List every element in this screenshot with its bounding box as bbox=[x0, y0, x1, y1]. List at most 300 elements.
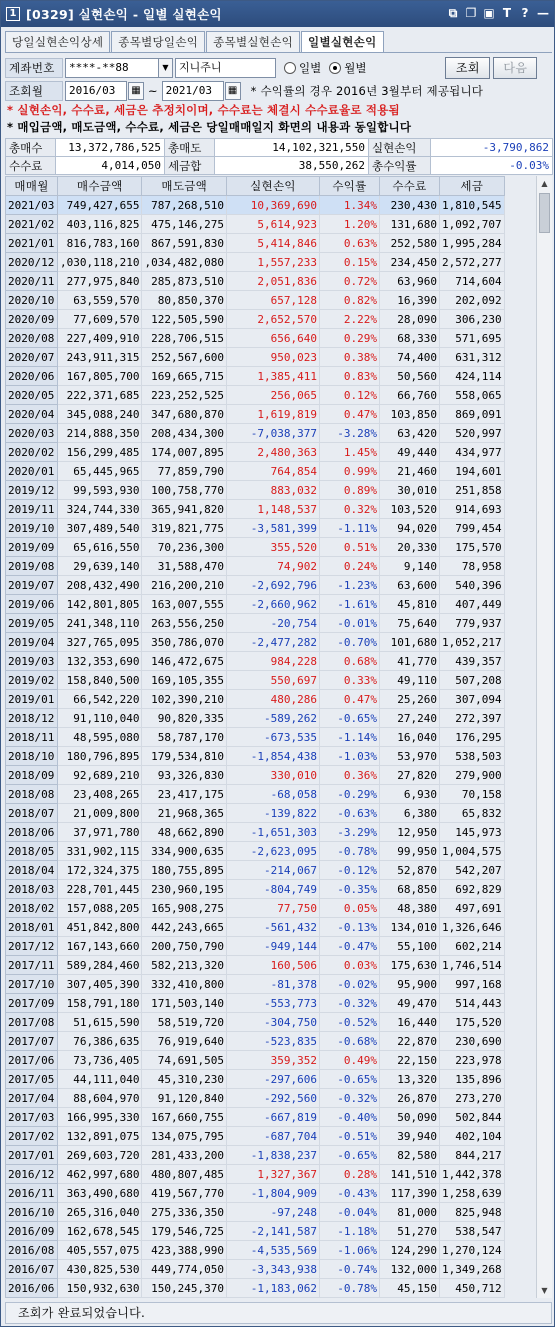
cell-fee: 21,460 bbox=[379, 462, 439, 481]
cell-return-rate: 0.83% bbox=[319, 367, 379, 386]
cell-return-rate: -0.65% bbox=[319, 1070, 379, 1089]
cell-realized-pnl: -20,754 bbox=[226, 614, 319, 633]
table-row[interactable] bbox=[6, 633, 505, 652]
cell-fee: 103,520 bbox=[379, 500, 439, 519]
cell-sell-amount: 122,505,590 bbox=[142, 310, 226, 329]
cell-realized-pnl: 1,385,411 bbox=[226, 367, 319, 386]
cell-return-rate: 2.22% bbox=[319, 310, 379, 329]
cell-realized-pnl: -523,835 bbox=[226, 1032, 319, 1051]
cell-tax: 175,570 bbox=[439, 538, 504, 557]
cell-fee: 22,870 bbox=[379, 1032, 439, 1051]
cell-month: 2017/04 bbox=[6, 1089, 58, 1108]
cell-buy-amount: 132,891,075 bbox=[58, 1127, 142, 1146]
cell-return-rate: -0.47% bbox=[319, 937, 379, 956]
table-row[interactable] bbox=[6, 671, 505, 690]
cell-sell-amount: 223,252,525 bbox=[142, 386, 226, 405]
cell-fee: 101,680 bbox=[379, 633, 439, 652]
cell-sell-amount: 58,519,720 bbox=[142, 1013, 226, 1032]
restore-icon[interactable]: ⧉ bbox=[448, 6, 458, 20]
cell-tax: 1,326,646 bbox=[439, 918, 504, 937]
cell-return-rate: 0.33% bbox=[319, 671, 379, 690]
cell-realized-pnl: 256,065 bbox=[226, 386, 319, 405]
table-row[interactable] bbox=[6, 956, 505, 975]
table-row[interactable] bbox=[6, 880, 505, 899]
table-row[interactable] bbox=[6, 1108, 505, 1127]
table-row[interactable] bbox=[6, 785, 505, 804]
radio-daily[interactable] bbox=[284, 60, 321, 76]
cell-fee: 99,950 bbox=[379, 842, 439, 861]
cell-month: 2016/08 bbox=[6, 1241, 58, 1260]
table-row[interactable] bbox=[6, 253, 505, 272]
table-row[interactable] bbox=[6, 937, 505, 956]
table-row[interactable] bbox=[6, 538, 505, 557]
tab-3[interactable]: 일별실현손익 bbox=[301, 31, 383, 53]
table-row[interactable] bbox=[6, 424, 505, 443]
table-row[interactable] bbox=[6, 842, 505, 861]
cell-return-rate: 0.89% bbox=[319, 481, 379, 500]
cell-buy-amount: 99,593,930 bbox=[58, 481, 142, 500]
period-separator: ~ bbox=[148, 84, 158, 98]
cell-tax: 176,295 bbox=[439, 728, 504, 747]
table-row[interactable] bbox=[6, 1165, 505, 1184]
cell-month: 2019/09 bbox=[6, 538, 58, 557]
cell-return-rate: 0.63% bbox=[319, 234, 379, 253]
table-row[interactable] bbox=[6, 272, 505, 291]
cell-return-rate: 0.99% bbox=[319, 462, 379, 481]
cell-sell-amount: 230,960,195 bbox=[142, 880, 226, 899]
cell-tax: 272,397 bbox=[439, 709, 504, 728]
table-row[interactable] bbox=[6, 1013, 505, 1032]
cell-realized-pnl: 5,414,846 bbox=[226, 234, 319, 253]
cell-tax: 540,396 bbox=[439, 576, 504, 595]
table-row[interactable] bbox=[6, 557, 505, 576]
cell-month: 2021/03 bbox=[6, 196, 58, 215]
period-to-field[interactable]: 2021/03 bbox=[162, 81, 224, 101]
cell-tax: 1,004,575 bbox=[439, 842, 504, 861]
cell-fee: 117,390 bbox=[379, 1184, 439, 1203]
cell-month: 2016/11 bbox=[6, 1184, 58, 1203]
cell-tax: 307,094 bbox=[439, 690, 504, 709]
cell-realized-pnl: -2,660,962 bbox=[226, 595, 319, 614]
table-row[interactable] bbox=[6, 804, 505, 823]
cell-realized-pnl: 550,697 bbox=[226, 671, 319, 690]
cell-tax: 145,973 bbox=[439, 823, 504, 842]
table-row[interactable] bbox=[6, 747, 505, 766]
col-header-fee[interactable]: 수수료 bbox=[379, 177, 439, 196]
cell-realized-pnl: 355,520 bbox=[226, 538, 319, 557]
cell-month: 2019/02 bbox=[6, 671, 58, 690]
cell-realized-pnl: 2,652,570 bbox=[226, 310, 319, 329]
cell-buy-amount: 172,324,375 bbox=[58, 861, 142, 880]
table-row[interactable] bbox=[6, 291, 505, 310]
cell-sell-amount: 281,433,200 bbox=[142, 1146, 226, 1165]
query-button[interactable]: 조회 bbox=[445, 57, 490, 79]
cell-month: 2017/06 bbox=[6, 1051, 58, 1070]
table-row[interactable] bbox=[6, 1260, 505, 1279]
cell-return-rate: -0.51% bbox=[319, 1127, 379, 1146]
tab-1[interactable]: 종목별당일손익 bbox=[111, 31, 205, 53]
table-row[interactable] bbox=[6, 196, 505, 215]
cell-tax: 538,547 bbox=[439, 1222, 504, 1241]
cell-realized-pnl: -292,560 bbox=[226, 1089, 319, 1108]
cell-month: 2020/12 bbox=[6, 253, 58, 272]
col-header-sell-amount[interactable]: 매도금액 bbox=[142, 177, 226, 196]
cell-sell-amount: ,034,482,080 bbox=[142, 253, 226, 272]
cell-sell-amount: 442,243,665 bbox=[142, 918, 226, 937]
cell-tax: 439,357 bbox=[439, 652, 504, 671]
table-row[interactable] bbox=[6, 709, 505, 728]
cell-tax: 538,503 bbox=[439, 747, 504, 766]
cell-month: 2017/03 bbox=[6, 1108, 58, 1127]
cell-buy-amount: 157,088,205 bbox=[58, 899, 142, 918]
radio-daily-icon[interactable] bbox=[284, 62, 296, 74]
cell-realized-pnl: -68,058 bbox=[226, 785, 319, 804]
cell-realized-pnl: 656,640 bbox=[226, 329, 319, 348]
table-row[interactable] bbox=[6, 899, 505, 918]
next-button[interactable]: 다음 bbox=[493, 57, 537, 79]
tab-bar bbox=[5, 31, 385, 53]
total-sell-label: 총매도 bbox=[165, 139, 215, 157]
cell-buy-amount: 208,432,490 bbox=[58, 576, 142, 595]
minimize-icon[interactable]: — bbox=[537, 6, 549, 20]
cell-return-rate: -0.52% bbox=[319, 1013, 379, 1032]
scroll-up-icon[interactable]: ▲ bbox=[541, 179, 548, 188]
cell-realized-pnl: -97,248 bbox=[226, 1203, 319, 1222]
table-row[interactable] bbox=[6, 1089, 505, 1108]
table-row[interactable] bbox=[6, 386, 505, 405]
table-row[interactable] bbox=[6, 234, 505, 253]
radio-monthly-label: 월별 bbox=[344, 61, 367, 75]
cell-tax: 1,092,707 bbox=[439, 215, 504, 234]
cell-month: 2017/12 bbox=[6, 937, 58, 956]
cell-return-rate: -0.32% bbox=[319, 994, 379, 1013]
col-header-buy-amount[interactable]: 매수금액 bbox=[58, 177, 142, 196]
cell-return-rate: -0.78% bbox=[319, 842, 379, 861]
col-header-return-rate[interactable]: 수익률 bbox=[319, 177, 379, 196]
help-icon[interactable]: ? bbox=[521, 6, 529, 20]
cell-sell-amount: 58,787,170 bbox=[142, 728, 226, 747]
total-buy-value: 13,372,786,525 bbox=[56, 139, 165, 157]
cell-tax: 497,691 bbox=[439, 899, 504, 918]
total-buy-label: 총매수 bbox=[6, 139, 56, 157]
cell-month: 2018/12 bbox=[6, 709, 58, 728]
cell-fee: 63,960 bbox=[379, 272, 439, 291]
cell-tax: 779,937 bbox=[439, 614, 504, 633]
scroll-down-icon[interactable]: ▼ bbox=[541, 1286, 548, 1295]
cell-buy-amount: 66,542,220 bbox=[58, 690, 142, 709]
cell-fee: 45,150 bbox=[379, 1279, 439, 1298]
cell-buy-amount: 92,689,210 bbox=[58, 766, 142, 785]
cell-buy-amount: ,030,118,210 bbox=[58, 253, 142, 272]
table-row[interactable] bbox=[6, 462, 505, 481]
cell-month: 2020/05 bbox=[6, 386, 58, 405]
cell-tax: 251,858 bbox=[439, 481, 504, 500]
table-row[interactable] bbox=[6, 348, 505, 367]
cell-buy-amount: 132,353,690 bbox=[58, 652, 142, 671]
cell-buy-amount: 327,765,095 bbox=[58, 633, 142, 652]
table-row[interactable] bbox=[6, 500, 505, 519]
cell-fee: 45,810 bbox=[379, 595, 439, 614]
cell-sell-amount: 350,786,070 bbox=[142, 633, 226, 652]
period-label: 조회월 bbox=[5, 81, 63, 101]
cell-buy-amount: 76,386,635 bbox=[58, 1032, 142, 1051]
cell-buy-amount: 241,348,110 bbox=[58, 614, 142, 633]
cell-return-rate: -1.61% bbox=[319, 595, 379, 614]
table-row[interactable] bbox=[6, 918, 505, 937]
period-from-field[interactable]: 2016/03 bbox=[65, 81, 127, 101]
cell-fee: 230,430 bbox=[379, 196, 439, 215]
table-row[interactable] bbox=[6, 215, 505, 234]
table-row[interactable] bbox=[6, 367, 505, 386]
cell-buy-amount: 21,009,800 bbox=[58, 804, 142, 823]
tax-value: 38,550,262 bbox=[215, 157, 369, 175]
cell-buy-amount: 166,995,330 bbox=[58, 1108, 142, 1127]
table-row[interactable] bbox=[6, 310, 505, 329]
cell-sell-amount: 228,706,515 bbox=[142, 329, 226, 348]
cell-sell-amount: 449,774,050 bbox=[142, 1260, 226, 1279]
table-row[interactable] bbox=[6, 1127, 505, 1146]
cell-fee: 28,090 bbox=[379, 310, 439, 329]
cell-return-rate: -1.03% bbox=[319, 747, 379, 766]
cell-buy-amount: 91,110,040 bbox=[58, 709, 142, 728]
cell-month: 2020/04 bbox=[6, 405, 58, 424]
cell-sell-amount: 163,007,555 bbox=[142, 595, 226, 614]
cell-return-rate: 0.12% bbox=[319, 386, 379, 405]
calendar-icon[interactable]: ▦ bbox=[128, 82, 144, 100]
cell-realized-pnl: 480,286 bbox=[226, 690, 319, 709]
font-icon[interactable]: T bbox=[502, 6, 512, 20]
cell-sell-amount: 70,236,300 bbox=[142, 538, 226, 557]
cell-sell-amount: 275,336,350 bbox=[142, 1203, 226, 1222]
cell-sell-amount: 480,807,485 bbox=[142, 1165, 226, 1184]
col-header-month[interactable]: 매매월 bbox=[6, 177, 58, 196]
col-header-tax[interactable]: 세금 bbox=[439, 177, 504, 196]
radio-monthly-icon[interactable] bbox=[329, 62, 341, 74]
cell-fee: 30,010 bbox=[379, 481, 439, 500]
cell-realized-pnl: -139,822 bbox=[226, 804, 319, 823]
cell-buy-amount: 158,791,180 bbox=[58, 994, 142, 1013]
table-row[interactable] bbox=[6, 1184, 505, 1203]
cell-sell-amount: 90,820,335 bbox=[142, 709, 226, 728]
cell-buy-amount: 307,405,390 bbox=[58, 975, 142, 994]
cell-tax: 1,349,268 bbox=[439, 1260, 504, 1279]
table-header bbox=[6, 177, 505, 196]
cell-buy-amount: 331,902,115 bbox=[58, 842, 142, 861]
calendar-icon[interactable]: ▦ bbox=[225, 82, 241, 100]
cell-sell-amount: 179,534,810 bbox=[142, 747, 226, 766]
cell-sell-amount: 169,665,715 bbox=[142, 367, 226, 386]
table-row[interactable] bbox=[6, 690, 505, 709]
cell-buy-amount: 228,701,445 bbox=[58, 880, 142, 899]
cell-tax: 273,270 bbox=[439, 1089, 504, 1108]
estimate-note: * 실현손익, 수수료, 세금은 추정치이며, 수수료는 체결시 수수료율로 적용됨 bbox=[7, 103, 400, 117]
cell-tax: 450,712 bbox=[439, 1279, 504, 1298]
cell-sell-amount: 45,310,230 bbox=[142, 1070, 226, 1089]
table-row[interactable] bbox=[6, 994, 505, 1013]
cell-month: 2016/09 bbox=[6, 1222, 58, 1241]
cell-tax: 520,997 bbox=[439, 424, 504, 443]
cell-buy-amount: 265,316,040 bbox=[58, 1203, 142, 1222]
cell-buy-amount: 142,801,805 bbox=[58, 595, 142, 614]
cell-buy-amount: 150,932,630 bbox=[58, 1279, 142, 1298]
screen-icon[interactable]: ▣ bbox=[483, 6, 495, 20]
cell-tax: 424,114 bbox=[439, 367, 504, 386]
cell-realized-pnl: 1,327,367 bbox=[226, 1165, 319, 1184]
cell-fee: 94,020 bbox=[379, 519, 439, 538]
account-dropdown-icon[interactable]: ▼ bbox=[159, 58, 173, 78]
cell-realized-pnl: 984,228 bbox=[226, 652, 319, 671]
cell-return-rate: 0.47% bbox=[319, 690, 379, 709]
cell-return-rate: 1.45% bbox=[319, 443, 379, 462]
table-row[interactable] bbox=[6, 861, 505, 880]
cell-realized-pnl: 883,032 bbox=[226, 481, 319, 500]
cell-month: 2019/05 bbox=[6, 614, 58, 633]
vertical-scrollbar[interactable] bbox=[536, 176, 552, 1298]
cell-buy-amount: 363,490,680 bbox=[58, 1184, 142, 1203]
account-number-field[interactable]: ****-**88 bbox=[65, 58, 159, 78]
cell-buy-amount: 222,371,685 bbox=[58, 386, 142, 405]
realized-pnl-label: 실현손익 bbox=[369, 139, 431, 157]
cell-fee: 50,090 bbox=[379, 1108, 439, 1127]
cell-fee: 49,440 bbox=[379, 443, 439, 462]
table-row[interactable] bbox=[6, 1241, 505, 1260]
cell-sell-amount: 100,758,770 bbox=[142, 481, 226, 500]
cell-fee: 234,450 bbox=[379, 253, 439, 272]
table-row[interactable] bbox=[6, 766, 505, 785]
table-row[interactable] bbox=[6, 481, 505, 500]
cell-fee: 51,270 bbox=[379, 1222, 439, 1241]
cell-sell-amount: 334,900,635 bbox=[142, 842, 226, 861]
fee-label: 수수료 bbox=[6, 157, 56, 175]
table-row[interactable] bbox=[6, 576, 505, 595]
cell-return-rate: 0.49% bbox=[319, 1051, 379, 1070]
cell-fee: 252,580 bbox=[379, 234, 439, 253]
cell-buy-amount: 167,143,660 bbox=[58, 937, 142, 956]
cell-realized-pnl: -1,804,909 bbox=[226, 1184, 319, 1203]
tab-2[interactable]: 종목별실현손익 bbox=[206, 31, 300, 53]
cell-return-rate: -0.63% bbox=[319, 804, 379, 823]
cell-buy-amount: 156,299,485 bbox=[58, 443, 142, 462]
cell-return-rate: 0.51% bbox=[319, 538, 379, 557]
cell-buy-amount: 65,616,550 bbox=[58, 538, 142, 557]
table-row[interactable] bbox=[6, 1070, 505, 1089]
cell-buy-amount: 51,615,590 bbox=[58, 1013, 142, 1032]
table-row[interactable] bbox=[6, 443, 505, 462]
cell-month: 2021/01 bbox=[6, 234, 58, 253]
cell-fee: 66,760 bbox=[379, 386, 439, 405]
cell-return-rate: -1.14% bbox=[319, 728, 379, 747]
table-row[interactable] bbox=[6, 614, 505, 633]
cell-return-rate: -1.23% bbox=[319, 576, 379, 595]
cell-return-rate: -0.32% bbox=[319, 1089, 379, 1108]
cell-return-rate: 1.20% bbox=[319, 215, 379, 234]
tab-0[interactable]: 당일실현손익상세 bbox=[5, 31, 110, 53]
cell-return-rate: -1.18% bbox=[319, 1222, 379, 1241]
cell-sell-amount: 102,390,210 bbox=[142, 690, 226, 709]
table-row[interactable] bbox=[6, 519, 505, 538]
cell-fee: 134,010 bbox=[379, 918, 439, 937]
cell-month: 2018/02 bbox=[6, 899, 58, 918]
cell-fee: 74,400 bbox=[379, 348, 439, 367]
cell-realized-pnl: -214,067 bbox=[226, 861, 319, 880]
col-header-realized-pnl[interactable]: 실현손익 bbox=[226, 177, 319, 196]
table-row[interactable] bbox=[6, 595, 505, 614]
table-row[interactable] bbox=[6, 405, 505, 424]
cell-fee: 20,330 bbox=[379, 538, 439, 557]
cell-return-rate: -0.74% bbox=[319, 1260, 379, 1279]
cell-tax: 692,829 bbox=[439, 880, 504, 899]
radio-monthly[interactable] bbox=[329, 60, 366, 76]
cell-tax: 194,601 bbox=[439, 462, 504, 481]
cell-tax: 502,844 bbox=[439, 1108, 504, 1127]
cell-realized-pnl: -1,838,237 bbox=[226, 1146, 319, 1165]
cell-fee: 16,040 bbox=[379, 728, 439, 747]
cell-sell-amount: 146,472,675 bbox=[142, 652, 226, 671]
cell-realized-pnl: -2,692,796 bbox=[226, 576, 319, 595]
cell-buy-amount: 307,489,540 bbox=[58, 519, 142, 538]
cell-month: 2019/10 bbox=[6, 519, 58, 538]
cell-return-rate: 0.82% bbox=[319, 291, 379, 310]
cell-month: 2016/06 bbox=[6, 1279, 58, 1298]
copy-window-icon[interactable]: ❐ bbox=[465, 6, 477, 20]
cell-month: 2018/05 bbox=[6, 842, 58, 861]
cell-realized-pnl: -2,477,282 bbox=[226, 633, 319, 652]
scroll-thumb[interactable] bbox=[539, 193, 550, 233]
cell-sell-amount: 319,821,775 bbox=[142, 519, 226, 538]
table-row[interactable] bbox=[6, 1222, 505, 1241]
table-row[interactable] bbox=[6, 728, 505, 747]
table-row[interactable] bbox=[6, 1279, 505, 1298]
cell-realized-pnl: -1,183,062 bbox=[226, 1279, 319, 1298]
cell-sell-amount: 150,245,370 bbox=[142, 1279, 226, 1298]
cell-tax: 571,695 bbox=[439, 329, 504, 348]
table-row[interactable] bbox=[6, 823, 505, 842]
cell-month: 2019/07 bbox=[6, 576, 58, 595]
table-row[interactable] bbox=[6, 975, 505, 994]
cell-buy-amount: 430,825,530 bbox=[58, 1260, 142, 1279]
table-row[interactable] bbox=[6, 1032, 505, 1051]
summary-table bbox=[5, 138, 553, 175]
cell-tax: 78,958 bbox=[439, 557, 504, 576]
title-bar[interactable] bbox=[1, 1, 554, 27]
table-row[interactable] bbox=[6, 329, 505, 348]
table-row[interactable] bbox=[6, 652, 505, 671]
window-title: [0329] 실현손익 - 일별 실현손익 bbox=[26, 7, 222, 22]
cell-fee: 103,850 bbox=[379, 405, 439, 424]
cell-realized-pnl: -4,535,569 bbox=[226, 1241, 319, 1260]
fee-value: 4,014,050 bbox=[56, 157, 165, 175]
cell-fee: 25,260 bbox=[379, 690, 439, 709]
table-row[interactable] bbox=[6, 1146, 505, 1165]
cell-tax: 507,208 bbox=[439, 671, 504, 690]
cell-return-rate: -3.29% bbox=[319, 823, 379, 842]
cell-return-rate: -0.40% bbox=[319, 1108, 379, 1127]
cell-buy-amount: 162,678,545 bbox=[58, 1222, 142, 1241]
cell-month: 2018/04 bbox=[6, 861, 58, 880]
cell-buy-amount: 29,639,140 bbox=[58, 557, 142, 576]
cell-month: 2018/07 bbox=[6, 804, 58, 823]
cell-return-rate: -0.01% bbox=[319, 614, 379, 633]
cell-fee: 41,770 bbox=[379, 652, 439, 671]
source-note: * 매입금액, 매도금액, 수수료, 세금은 당일매매일지 화면의 내용과 동일합니다 bbox=[7, 120, 412, 134]
cell-fee: 95,900 bbox=[379, 975, 439, 994]
cell-realized-pnl: -1,651,303 bbox=[226, 823, 319, 842]
table-row[interactable] bbox=[6, 1203, 505, 1222]
cell-fee: 9,140 bbox=[379, 557, 439, 576]
window-number: 1 bbox=[6, 7, 20, 21]
cell-tax: 1,270,124 bbox=[439, 1241, 504, 1260]
table-row[interactable] bbox=[6, 1051, 505, 1070]
